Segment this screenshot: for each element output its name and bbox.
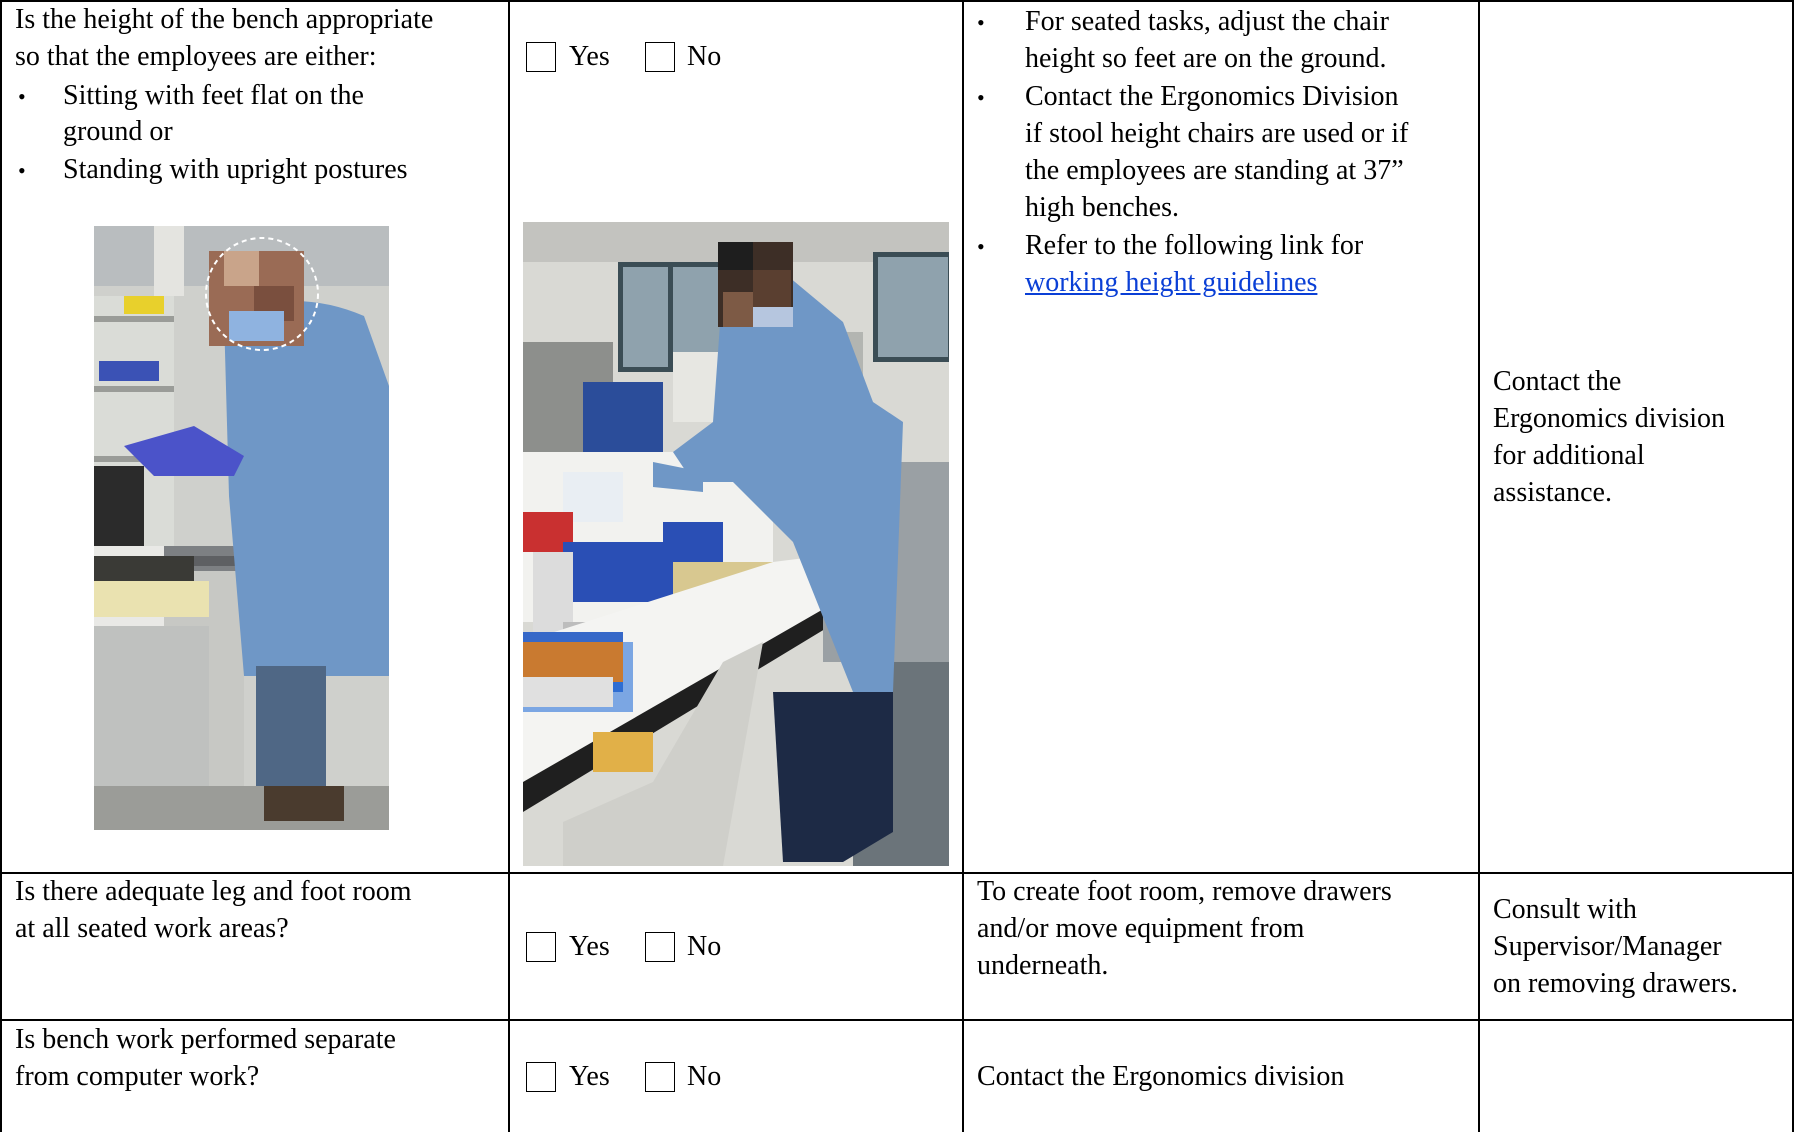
lab-bench-photo (523, 222, 949, 866)
action-text-line: Contact the Ergonomics Division (1025, 81, 1399, 112)
resource-text-line: Consult with (1493, 894, 1637, 925)
bullet-icon: • (18, 158, 26, 183)
bullet-icon: • (977, 10, 985, 35)
working-height-guidelines-link[interactable]: working height guidelines (1025, 267, 1318, 298)
action-text-line: Contact the Ergonomics division (977, 1061, 1345, 1092)
yes-label: Yes (569, 41, 610, 72)
resource-text-line: Contact the (1493, 366, 1622, 397)
resource-text-line: assistance. (1493, 477, 1612, 508)
action-text-line: and/or move equipment from (977, 913, 1305, 944)
column-divider-1 (508, 0, 510, 1132)
action-text-line: underneath. (977, 950, 1109, 981)
question-text-line: so that the employees are either: (15, 41, 377, 72)
action-text-line: To create foot room, remove drawers (977, 876, 1392, 907)
column-divider-3 (1478, 0, 1480, 1132)
yes-label: Yes (569, 931, 610, 962)
question-bullet-line: Sitting with feet flat on the (63, 80, 364, 111)
resource-text-line: Ergonomics division (1493, 403, 1726, 434)
question-text-line: at all seated work areas? (15, 913, 289, 944)
question-text-line: Is bench work performed separate (15, 1024, 396, 1055)
no-label: No (687, 931, 722, 962)
yes-checkbox[interactable] (526, 1062, 556, 1092)
question-bullet-line: ground or (63, 116, 173, 147)
column-divider-2 (962, 0, 964, 1132)
row-divider-2 (0, 1019, 1794, 1021)
yes-checkbox[interactable] (526, 42, 556, 72)
no-checkbox[interactable] (645, 1062, 675, 1092)
bullet-icon: • (18, 84, 26, 109)
resource-text-line: for additional (1493, 440, 1645, 471)
resource-text-line: on removing drawers. (1493, 968, 1738, 999)
action-text-line: Refer to the following link for (1025, 230, 1364, 261)
question-text-line: Is there adequate leg and foot room (15, 876, 412, 907)
action-text-line: height so feet are on the ground. (1025, 43, 1387, 74)
action-text-line: the employees are standing at 37” (1025, 155, 1404, 186)
resource-text-line: Supervisor/Manager (1493, 931, 1722, 962)
standing-worker-photo (94, 226, 389, 830)
question-text-line: Is the height of the bench appropriate (15, 4, 434, 35)
question-bullet-line: Standing with upright postures (63, 154, 408, 185)
no-checkbox[interactable] (645, 42, 675, 72)
bullet-icon: • (977, 234, 985, 259)
yes-checkbox[interactable] (526, 932, 556, 962)
bullet-icon: • (977, 85, 985, 110)
question-text-line: from computer work? (15, 1061, 260, 1092)
action-text-line: high benches. (1025, 192, 1179, 223)
action-text-line: if stool height chairs are used or if (1025, 118, 1409, 149)
table-border-left (0, 0, 2, 1132)
action-text-line: For seated tasks, adjust the chair (1025, 6, 1389, 37)
no-label: No (687, 41, 722, 72)
no-label: No (687, 1061, 722, 1092)
yes-label: Yes (569, 1061, 610, 1092)
no-checkbox[interactable] (645, 932, 675, 962)
